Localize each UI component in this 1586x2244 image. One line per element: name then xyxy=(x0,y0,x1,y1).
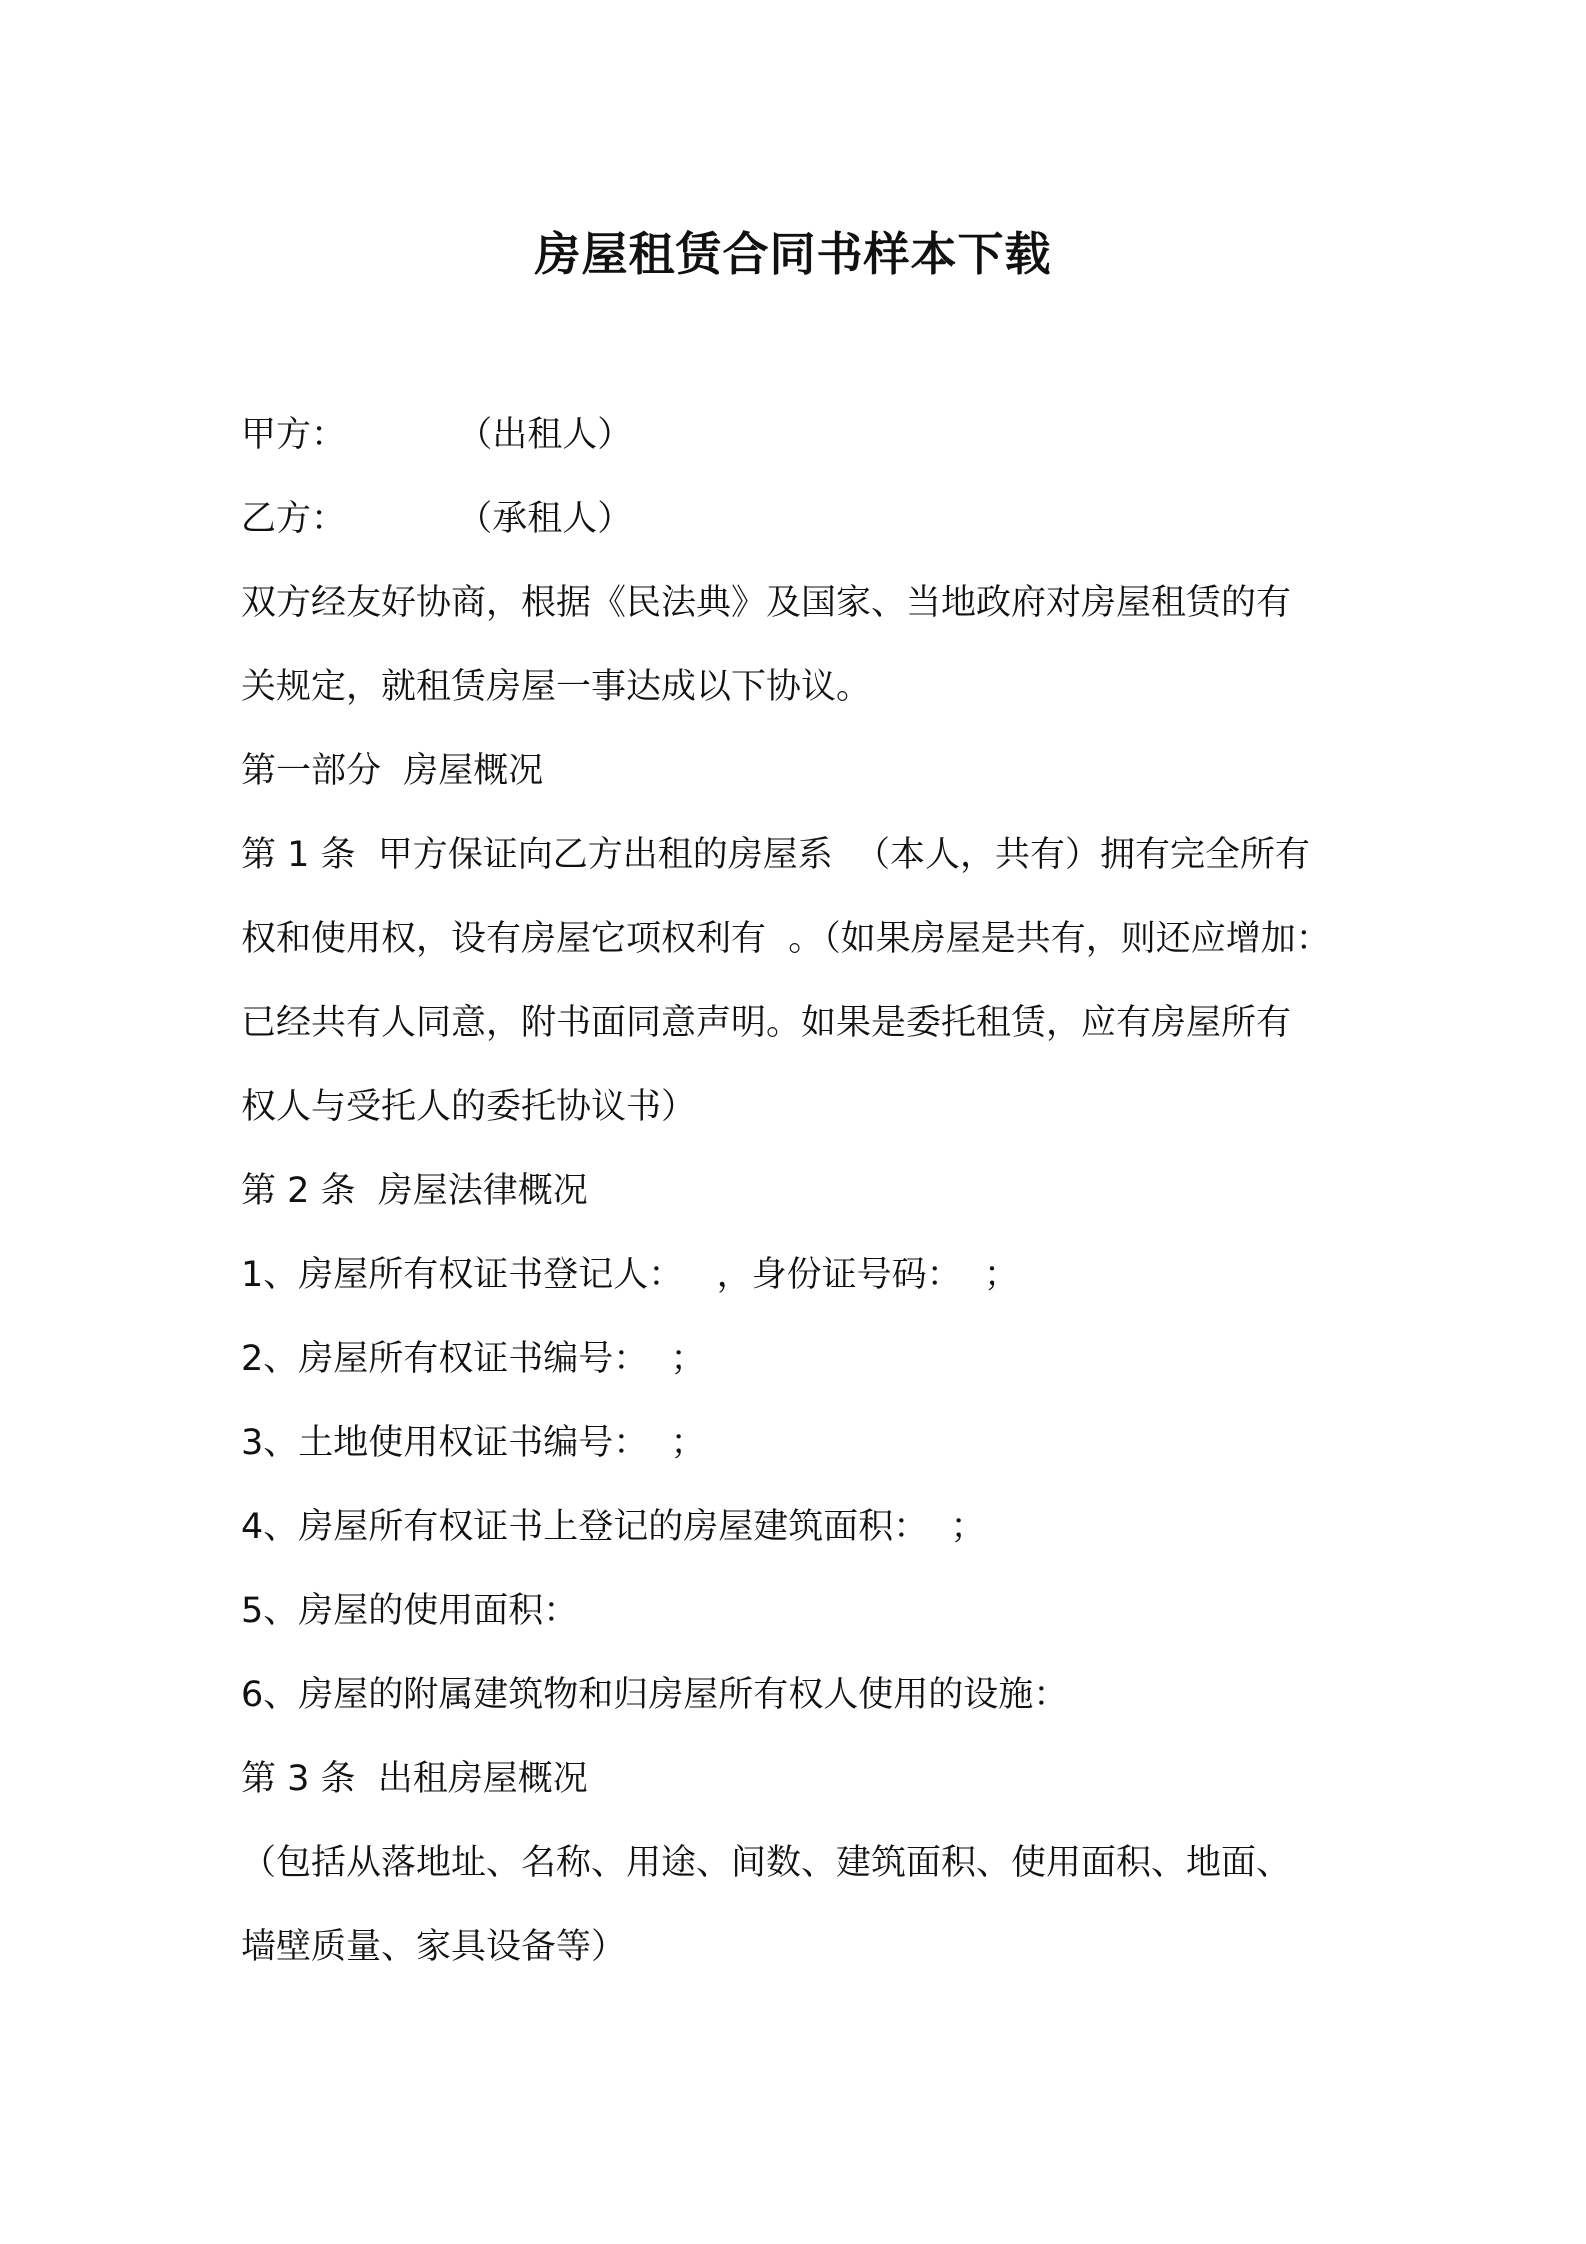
article-2-item-5: 5、房屋的使用面积： xyxy=(241,1591,579,1631)
party-b-line: 乙方： （承租人） xyxy=(241,499,633,539)
article-2-item-2: 2、房屋所有权证书编号： ； xyxy=(241,1339,706,1379)
article-1-line-4: 权人与受托人的委托协议书） xyxy=(241,1087,697,1127)
article-2-item-3: 3、土地使用权证书编号： ； xyxy=(241,1423,706,1463)
article-3-line-2: 墙壁质量、家具设备等） xyxy=(241,1927,627,1967)
article-1-line-3: 已经共有人同意，附书面同意声明。如果是委托租赁，应有房屋所有 xyxy=(241,1003,1292,1043)
article-2-item-1: 1、房屋所有权证书登记人： ，身份证号码： ； xyxy=(241,1255,1019,1295)
preamble-line-1: 双方经友好协商，根据《民法典》及国家、当地政府对房屋租赁的有 xyxy=(241,583,1292,623)
article-2-item-6: 6、房屋的附属建筑物和归房屋所有权人使用的设施： xyxy=(241,1675,1069,1715)
preamble-line-2: 关规定，就租赁房屋一事达成以下协议。 xyxy=(241,667,872,707)
article-3-heading: 第 3 条 出租房屋概况 xyxy=(241,1759,588,1799)
article-1-line-2: 权和使用权，设有房屋它项权利有 。（如果房屋是共有，则还应增加： xyxy=(241,919,1331,959)
document-title: 房屋租赁合同书样本下载 xyxy=(534,227,1052,281)
part-one-heading: 第一部分 房屋概况 xyxy=(241,751,544,791)
article-1-line-1: 第 1 条 甲方保证向乙方出租的房屋系 （本人，共有）拥有完全所有 xyxy=(241,835,1311,875)
article-3-line-1: （包括从落地址、名称、用途、间数、建筑面积、使用面积、地面、 xyxy=(241,1843,1292,1883)
article-2-item-4: 4、房屋所有权证书上登记的房屋建筑面积： ； xyxy=(241,1507,986,1547)
article-2-heading: 第 2 条 房屋法律概况 xyxy=(241,1171,588,1211)
party-a-line: 甲方： （出租人） xyxy=(241,415,633,455)
